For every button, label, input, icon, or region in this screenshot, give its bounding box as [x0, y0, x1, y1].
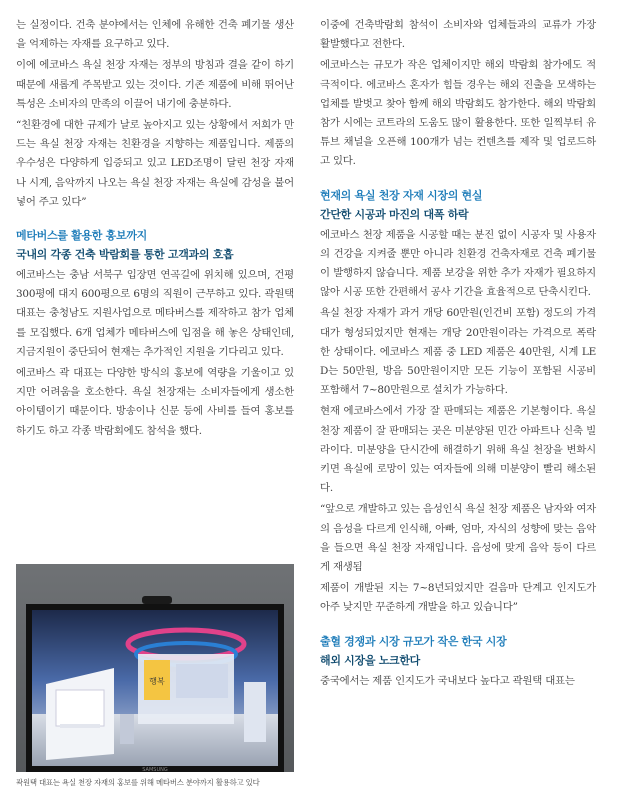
right-quote-paragraph: “앞으로 개발하고 있는 음성인식 욕실 천장 제품은 남자와 여자의 음성을 다르게 인식해, 아빠, 엄마, 자식의 성향에 맞는 음악을 들으면 욕실 천장 자재입니다. 음성에 맞게 음악 등이 다르게 재생됨 [320, 503, 596, 574]
left-quote-paragraph: “친환경에 대한 규제가 날로 높아지고 있는 상황에서 저희가 만드는 욕실 천장 자재는 친환경을 지향하는 제품입니다. 제품의 우수성은 다양하게 입증되고 있고 LED조명이 달린 천장 자재나 시계, 음악까지 나오는 욕실 천장 자재는 욕실에 감성을 불어 넣어 주고 있다” [16, 119, 294, 208]
section-heading-primary: 메타버스를 활용한 홍보까지 [16, 229, 147, 243]
right-paragraph-2: 에코바스는 규모가 작은 업체이지만 해외 박람회 참가에도 적극적이다. 에코바스 혼자가 힘들 경우는 해외 진출을 모색하는 업체를 발벗고 찾아 함께 해외 박람회도 참가한다. 해외 박람회 참가 시에는 코트라의 도움도 많이 활용한다. 또한 일찍부터 유튜브 채널을 오픈해 100개가 넘는 컨텐츠를 제작 및 업로드하고 있다. [320, 59, 596, 168]
right-paragraph-5: 현재 에코바스에서 가장 잘 판매되는 제품은 기본형이다. 욕실 천장 제품이 잘 판매되는 곳은 미분양된 민간 아파트나 신축 빌라이다. 미분양을 단시간에 해결하기 위해 욕실 천장을 변화시키면 욕실에 로망이 있는 여자들에 의해 미분양이 빨리 해소된다. [320, 405, 596, 495]
right-paragraph-final: 중국에서는 제품 인지도가 국내보다 높다고 곽원택 대표는 [320, 674, 575, 687]
photo-caption: 곽원택 대표는 욕실 천장 자재의 홍보를 위해 메타버스 분야까지 활용하고 있다 [16, 778, 260, 787]
right-paragraph-1: 이중에 건축박람회 참석이 소비자와 업체들과의 교류가 가장 활발했다고 전한다. [320, 19, 596, 51]
sign-text: 행복 [149, 677, 165, 686]
section-heading-secondary: 간단한 시공과 마진의 대폭 하락 [320, 207, 469, 221]
right-paragraph-4: 욕실 천장 자재가 과거 개당 60만원(인건비 포함) 정도의 가격대가 형성되었지만 현재는 개당 20만원이라는 가격으로 폭락한 상태이다. 에코바스 제품 중 LED 제품은 40만원, 시계 LED는 50만원, 방음 50만원이지만 모든 기능이 포함된 시공비 포함해서 7~80만원으로 설치가 가능하다. [320, 307, 596, 397]
monitor-brand: SAMSUNG [142, 767, 168, 772]
photo-illustration [16, 564, 294, 772]
section-heading-primary: 출혈 경쟁과 시장 규모가 작은 한국 시장 [320, 634, 507, 648]
right-paragraph-3: 에코바스 천장 제품을 시공할 때는 분진 없이 시공자 및 사용자의 건강을 지켜줄 뿐만 아니라 친환경 건축자재로 건축 폐기물이 발행하지 않습니다. 제품 보강을 위한 추가 자재가 필요하지 않아 시공 또한 간편해서 공사 기간을 효율적으로 단축시킨다. [320, 228, 596, 299]
left-paragraph-2: 이에 에코바스 욕실 천장 자재는 정부의 방침과 결을 같이 하기 때문에 새롭게 주목받고 있는 것이다. 기존 제품에 비해 뛰어난 특성은 소비자의 만족의 이끌어 내기에 충분하다. [16, 59, 294, 110]
left-paragraph-5: 에코바스 곽 대표는 다양한 방식의 홍보에 역량을 기울이고 있지만 어려움을 호소한다. 욕실 천장재는 소비자들에게 생소한 아이템이기 때문이다. 방송이나 신문 등에 사비를 들여 홍보를 하기도 하고 각종 박람회에도 참석을 했다. [16, 367, 294, 437]
left-column [16, 16, 294, 443]
left-paragraph-4: 에코바스는 충남 서북구 입장면 연곡길에 위치해 있으며, 건평 300평에 대지 600평으로 6명의 직원이 근무하고 있다. 곽원택 대표는 충청남도 지원사업으로 메타버스를 제작하고 참가 업체를 모집했다. 6개 업체가 메타버스에 입점을 해 놓은 상태인데, 지금지원이 중단되어 현재는 추가적인 지원을 기다리고 있다. [16, 269, 294, 358]
left-paragraph-1: 는 실정이다. 건축 분야에서는 인체에 유해한 건축 폐기물 생산을 억제하는 자재를 요구하고 있다. [16, 19, 294, 51]
right-column [320, 16, 596, 693]
webcam-icon [142, 596, 172, 604]
right-section-heading-2 [320, 632, 596, 670]
article-photo [16, 564, 294, 772]
section-heading-secondary: 해외 시장을 노크한다 [320, 653, 420, 667]
section-heading-primary: 현재의 욕실 천장 자재 시장의 현실 [320, 188, 483, 202]
right-section-heading-1 [320, 186, 596, 224]
section-heading-secondary: 국내의 각종 건축 박람회를 통한 고객과의 호흡 [16, 248, 234, 262]
right-quote-paragraph-end: 제품이 개발된 지는 7~8년되었지만 걸음마 단계고 인지도가 아주 낮지만 꾸준하게 개발을 하고 있습니다” [320, 582, 596, 614]
left-section-heading [16, 226, 294, 264]
